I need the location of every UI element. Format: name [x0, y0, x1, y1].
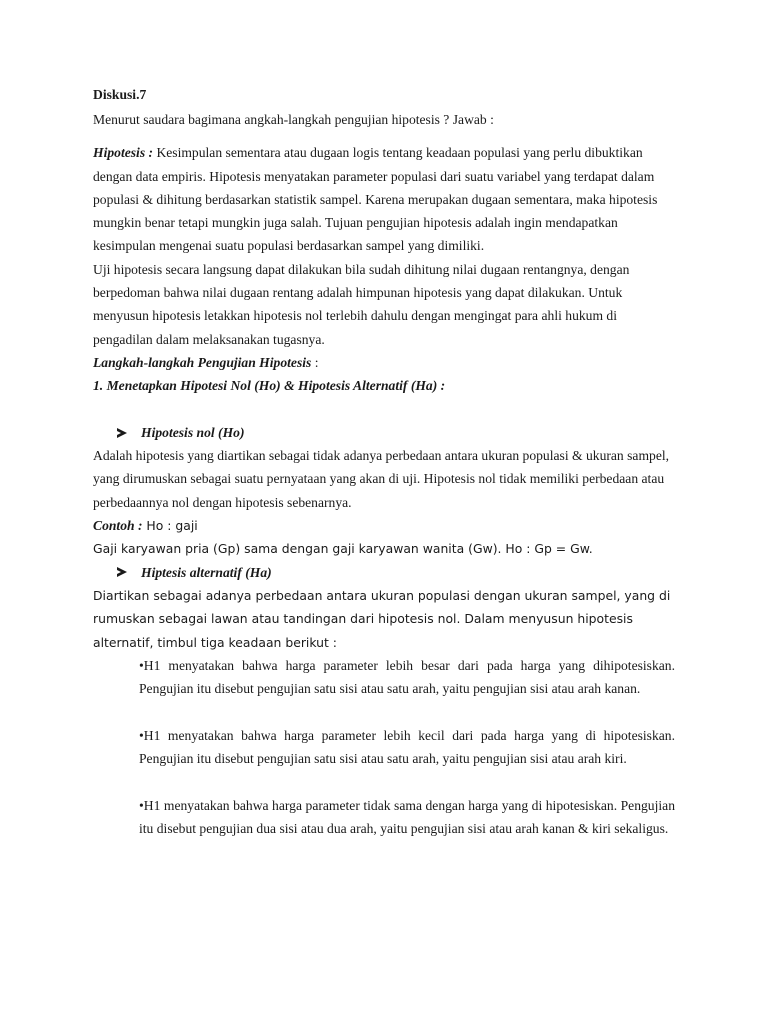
- list-item: •H1 menyatakan bahwa harga parameter lebih besar dari pada harga yang dihipotesiskan. Pengujian itu disebut pengujian satu sisi atau satu arah, yaitu pengujian sisi atau arah kanan.: [139, 657, 675, 697]
- steps-heading-colon: :: [311, 354, 319, 370]
- step-1-heading: 1. Menetapkan Hipotesi Nol (Ho) & Hipotesis Alternatif (Ha) :: [93, 378, 446, 394]
- definition-text: Kesimpulan sementara atau dugaan logis tentang keadaan populasi yang perlu dibuktikan dengan data empiris. Hipotesis menyatakan parameter populasi dari suatu variabel yang terdapat dalam populasi & dihitung berdasarkan statistik sampel. Karena merupakan dugaan sementara, maka hipotesis mungkin benar tetapi mungkin juga salah. Tujuan pengujian hipotesis adalah ingin mendapatkan kesimpulan mengenai suatu populasi berdasarkan sampel yang dimiliki.: [93, 145, 658, 254]
- example-label: Contoh :: [93, 518, 143, 534]
- arrow-bullet-icon: [117, 567, 127, 577]
- ha-heading-row: [117, 561, 675, 584]
- steps-heading-text: Langkah-langkah Pengujian Hipotesis: [93, 354, 312, 370]
- steps-heading: [93, 351, 675, 374]
- definition-paragraph: [93, 141, 675, 257]
- h1-bullet-list: [139, 654, 675, 840]
- ha-heading: Hiptesis alternatif (Ha): [141, 564, 272, 580]
- ha-paragraph: Diartikan sebagai adanya perbedaan antara ukuran populasi dengan ukuran sampel, yang di rumuskan sebagai lawan atau tandingan dari hipotesis nol. Dalam menyusun hipotesis alternatif, timbul tiga keadaan berikut :: [93, 587, 671, 650]
- paragraph-uji-hipotesis: Uji hipotesis secara langsung dapat dilakukan bila sudah dihitung nilai dugaan rentangnya, dengan berpedoman bahwa nilai dugaan rentang adalah himpunan hipotesis yang dapat dilakukan. Untuk menyusun hipotesis letakkan hipotesis nol terlebih dahulu dengan mengingat para ahli hukum di pengadilan dalam melaksanakan tugasnya.: [93, 261, 630, 347]
- document-title: Diskusi.7: [93, 87, 147, 102]
- list-item: •H1 menyatakan bahwa harga parameter lebih kecil dari pada harga yang di hipotesiskan. Pengujian itu disebut pengujian satu sisi atau satu arah, yaitu pengujian sisi atau arah kiri.: [139, 727, 675, 767]
- question-text: Menurut saudara bagimana angkah-langkah pengujian hipotesis ? Jawab :: [93, 112, 494, 127]
- arrow-bullet-icon: [117, 428, 127, 438]
- example-row: [93, 514, 675, 537]
- h0-paragraph: Adalah hipotesis yang diartikan sebagai tidak adanya perbedaan antara ukuran populasi & ukuran sampel, yang dirumuskan sebagai suatu pernyataan yang akan di uji. Hipotesis nol tidak memiliki perbedaan atau perbedaannya nol dengan hipotesis sebenarnya.: [93, 448, 670, 510]
- h0-heading-row: [117, 421, 675, 444]
- blank-line: [93, 398, 675, 421]
- document-page: [93, 82, 675, 840]
- example-value: Ho : gaji: [142, 518, 198, 534]
- list-item: •H1 menyatakan bahwa harga parameter tidak sama dengan harga yang di hipotesiskan. Pengujian itu disebut pengujian dua sisi atau dua arah, yaitu pengujian sisi atau arah kanan & kiri sekaligus.: [139, 797, 675, 836]
- definition-term: Hipotesis :: [93, 145, 154, 161]
- h0-heading: Hipotesis nol (Ho): [141, 424, 245, 440]
- example-line: Gaji karyawan pria (Gp) sama dengan gaji karyawan wanita (Gw). Ho : Gp = Gw.: [93, 541, 593, 557]
